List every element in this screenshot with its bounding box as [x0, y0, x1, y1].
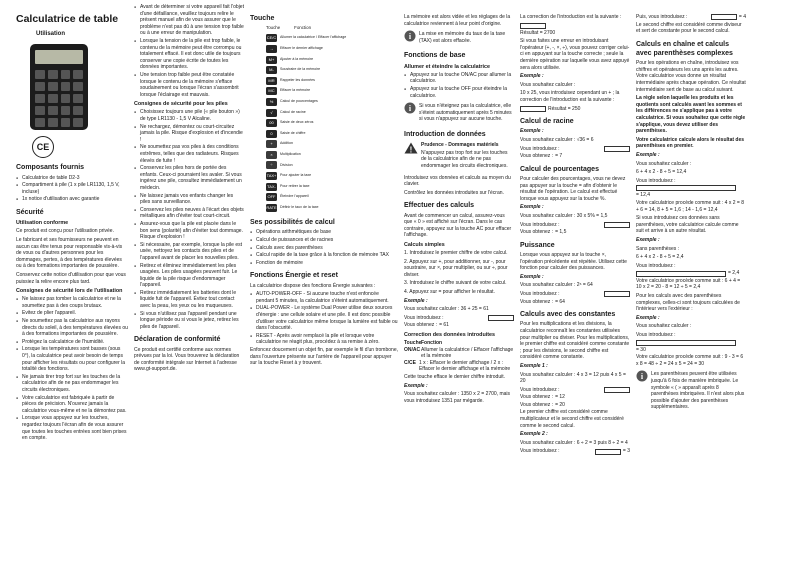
example-result-line [636, 347, 746, 354]
example-text: 10 x 25, vous introduisez cependant un + ; la correction de l'introduction est la suivante : [520, 90, 620, 103]
list-item: ● Lorsque la tension de la pile est trop faible, le contenu de la mémoire peut être corrompu ou totalement effacé. Il est donc utile de toujours conserver une copie écrite de toutes les données importantes. [134, 38, 244, 71]
example-text: 6 + 4 x 2 - 8 ÷ 5 = 2,4 [636, 254, 684, 261]
key-icon: √ [266, 109, 277, 117]
display-box [488, 315, 514, 321]
heading-chaine: Calculs en chaîne et calculs avec parenthèses complexes [636, 40, 733, 58]
result-label: Vous obtenez : [520, 394, 554, 401]
keys-table [266, 33, 398, 213]
heading-composants: Composants fournis [16, 164, 85, 172]
heading-constantes: Calculs avec des constantes [520, 311, 616, 319]
list-item: ● Protégez la calculatrice de l'humidité. [16, 339, 128, 346]
input-label: Puis, vous introduisez : [636, 14, 688, 20]
step: Introduisez vos données et calculs au moyen du clavier. [404, 174, 511, 188]
heading-fonctions-energie: Fonctions Énergie et reset [250, 272, 338, 280]
svg-text:i: i [640, 372, 644, 382]
result-value: = 20 [555, 401, 565, 408]
key-icon: 00 [266, 119, 277, 127]
svg-text:i: i [408, 32, 412, 42]
key-row [266, 160, 398, 171]
key-description: Allumer la calculatrice / Effacer l'affichage [280, 35, 347, 40]
list-item: ● Calculatrice de table D2-3 [16, 175, 128, 182]
info-icon [404, 102, 416, 114]
input-label: Vous introduisez : [520, 221, 560, 228]
example-label: Exemple : [520, 204, 544, 211]
note-block [404, 102, 514, 125]
heading-effectuer: Effectuer des calculs [404, 202, 475, 210]
display-box [636, 340, 736, 346]
column-1 [16, 4, 128, 564]
heading-touche: Touche [250, 15, 275, 22]
result-value: = 64 [555, 298, 565, 305]
key-description: Éteindre l'appareil [280, 194, 309, 199]
ce-mark: CE [32, 136, 54, 158]
paragraph: La mémoire est alors vidée et les réglages de la calculatrice reviennent à leur point d'origine. [404, 14, 511, 27]
paragraph: Avant de commencer un calcul, assurez-vous que « 0 » est affiché sur l'écran. Dans le cas contraire, appuyez sur la touche AC pour effacer l'affichage. [404, 212, 512, 239]
paragraph: Pour les multiplications et les divisions, la calculatrice reconnaît les constantes utilisées pour multiplier ou diviser. Pour les multiplications, le premier chiffre est considéré comme constante ; pour les divisions, le second chiffre est considéré comme constante. [520, 321, 630, 361]
example-input-line [520, 291, 630, 298]
paragraph: Ce produit est certifié conforme aux normes prévues par la loi. Vous trouverez la déclaration de conformité intégrale sur Internet à l'adresse www.gt-support.de. [134, 346, 240, 373]
display-box [604, 146, 630, 152]
example-label: Exemple : [636, 314, 660, 321]
key-icon: ÷ [266, 161, 277, 169]
list-item: ● Lorsque vous appuyez sur les touches, regardez toujours l'écran afin de vous assurer que toutes les touches entrées sont bien prises en compte. [16, 415, 128, 441]
list-item: ● Ne laissez pas tomber la calculatrice et ne la soumettez pas à des coups brutaux. [16, 296, 128, 309]
example-text: Vous souhaitez calculer : [520, 81, 576, 88]
key-row [266, 139, 398, 150]
paragraph: Le second chiffre est considéré comme diviseur et sert de constante pour le second calcul. [636, 21, 742, 35]
example-text: Vous souhaitez calculer : 36 + 25 = 61 [404, 306, 489, 313]
example-result-line [636, 270, 746, 277]
note-block [636, 370, 746, 413]
list-energie [250, 291, 398, 346]
list-item: ● Conservez les piles neuves à l'écart des objets métalliques afin d'éviter tout court-circuit. [134, 207, 244, 220]
input-label: Vous introduisez : [520, 386, 560, 393]
example-label: Exemple 1 : [520, 362, 548, 369]
list-consignes-suite [134, 4, 244, 98]
list-item: ● Choisissez toujours une pile (« pile bouton ») de type LR1130 - 1,5 V Alcaline. [134, 109, 244, 122]
paragraph: Si vous faites une erreur en introduisant l'opérateur (+, -, ×, ÷), vous pouvez corriger celui-ci en appuyant sur la touche correcte ; seule la dernière opération sur laquelle vous avez appuyé sera alors utilisée. [520, 38, 630, 71]
key-icon: 0 [266, 130, 277, 138]
example-input-line [520, 146, 630, 153]
reset-instruction: Enfoncez doucement un objet fin, par exemple le fil d'un trombone, dans l'ouverture présente sur l'arrière de l'appareil pour appuyer sur la touche Reset à y trouvent. [250, 346, 398, 367]
key-row [266, 54, 398, 65]
example-result-line [636, 192, 746, 199]
display-box [636, 271, 726, 277]
heading-securite: Sécurité [16, 209, 44, 217]
key-description: Effacer la mémoire [280, 88, 311, 93]
heading-allumer: Allumer et éteindre la calculatrice [404, 63, 490, 70]
result-value: = 7 [555, 153, 563, 160]
list-item: ● Opérations arithmétiques de base [250, 229, 398, 236]
list-item: ● Une tension trop faible peut être constatée lorsque le contenu de la mémoire s'efface soudainement ou lorsque l'écran s'assombrit lorsque l'éclairage est mauvais. [134, 72, 244, 98]
column-6 [636, 4, 746, 564]
step: 3. Introduisez le chiffre suivant de votre calcul. [404, 280, 507, 287]
key-description: Soustraire de la mémoire [280, 67, 321, 72]
key-description: Pour retirer la taxe [280, 183, 310, 188]
paragraph: La règle selon laquelle les produits et les quotients sont calculés avant les sommes et les différences ne s'applique pas à votre calculatrice. Si vous souhaitez que cette règle s'applique, vous devez utiliser des parenthèses. [636, 95, 746, 135]
result-label: Vous obtenez : [404, 322, 438, 329]
warning-title: Prudence - Dommages matériels [421, 142, 499, 149]
key-row [266, 97, 398, 108]
heading-calculs-simples: Calculs simples [404, 241, 445, 248]
step: 4. Appuyez sur = pour afficher le résultat. [404, 288, 495, 295]
example-label: Exemple : [636, 236, 660, 243]
key-row [266, 86, 398, 97]
example-label: Exemple : [520, 128, 544, 135]
result-value: = 3 [622, 448, 630, 455]
paragraph: Conservez cette notice d'utilisation pour que vous puissiez la relire encore plus tard. [16, 271, 126, 285]
example-text: Vous souhaitez calculer : 2⁶ = 64 [520, 282, 593, 289]
heading-consignes-utilisation: Consignes de sécurité lors de l'utilisation [16, 288, 123, 295]
heading-fonctions-base: Fonctions de base [404, 52, 466, 60]
example-text: Vous souhaitez calculer : [636, 160, 692, 167]
example-text: Vous souhaitez calculer : 1350 x 2 = 2700, mais vous introduisez 1351 par mégarde. [404, 391, 511, 404]
example-text: Vous souhaitez calculer : 4 x 3 = 12 puis 4 x 5 = 20 [520, 371, 626, 385]
result-value: = 1,5 [555, 229, 567, 236]
key-description: Saisie de chiffre [280, 130, 306, 135]
result-text: Résultat = 2700 [520, 29, 556, 36]
example-text: Vous souhaitez calculer : [636, 323, 692, 330]
warning-block [404, 142, 514, 171]
paragraph: Votre calculatrice procède comme suit : 9 - 3 = 6 x 8 = 48 ÷ 2 = 24 x 5 = 24 = 30 [636, 354, 744, 367]
example-label: Exemple : [404, 297, 428, 304]
paragraph: La calculatrice dispose des fonctions Énergie suivantes : [250, 282, 376, 289]
heading-consignes-piles: Consignes de sécurité pour les piles [134, 101, 228, 108]
display-box [595, 449, 621, 455]
key-icon: TAX+ [266, 173, 277, 179]
result-label: Vous obtenez : [520, 229, 554, 236]
input-label: Vous introduisez : [404, 314, 444, 321]
key-description: Définir le taux de la taxe [280, 204, 319, 209]
key-icon: CE/C [266, 35, 277, 41]
result-value: = 30 [636, 346, 646, 353]
display-box [520, 23, 546, 29]
heading-puissance: Puissance [520, 241, 555, 249]
list-item: ● Evitez de plier l'appareil. [16, 310, 128, 317]
page-subtitle: Utilisation [36, 30, 66, 37]
col-touche: Touche [404, 340, 422, 347]
example-input-line [636, 263, 746, 270]
key-description: Calcul de racine [280, 109, 306, 114]
info-icon [404, 30, 416, 42]
paragraph: Lorsque vous appuyez sur la touche ×, l'opération précédente est répétée. Utilisez cette fonction pour calculer des puissances. [520, 251, 627, 272]
example-input-line [520, 23, 630, 29]
key-icon: TAX- [267, 183, 276, 189]
list-item: ● Lorsque les températures sont basses (sous 0°), la calculatrice peut avoir besoin de temps pour afficher les résultats ou pour configurer la totalité des fonctions. [16, 346, 128, 372]
example-text: Vous souhaitez calculer : 6 ÷ 2 = 3 puis 8 ÷ 2 = 4 [520, 439, 628, 446]
example-input-line [404, 315, 514, 322]
key-icon: → [266, 45, 277, 53]
key-icon: MR [266, 77, 277, 85]
heading-correction: Correction des données introduites [404, 331, 496, 338]
warning-text: N'appuyez pas trop fort sur les touches de la calculatrice afin de ne pas endommager les circuits électroniques. [421, 149, 508, 169]
display-box [636, 185, 736, 191]
note-block [404, 30, 514, 46]
step: 2. Appuyez sur +, pour additionner, sur -, pour soustraire, sur ×, pour multiplier, ou sur ÷, pour diviser. [404, 258, 508, 278]
list-item: ● Ne soumettez pas la calculatrice aux rayons directs du soleil, à des températures élevées ou à des formations importantes de poussière. [16, 318, 128, 338]
example-text: 6 + 4 x 2 - 8 ÷ 5 = 12,4 [636, 169, 687, 176]
svg-text:i: i [408, 104, 412, 114]
list-item: ● Appuyez sur la touche OFF pour éteindre la calculatrice. [404, 86, 514, 99]
keys-header-fonction: Fonction [294, 25, 312, 31]
paragraph: Votre calculatrice procède comme suit : 4 x 2 = 8 + 6 = 14, 8 + 5 = 1,6 ; 14 - 1,6 = 12,4 [636, 199, 744, 213]
key-row [266, 33, 398, 44]
example-label: Exemple : [520, 73, 544, 80]
example-result-line [636, 340, 746, 346]
key-description: Multiplication [280, 151, 301, 156]
note-text: La mise en mémoire du taux de la taxe (TAX) est alors effacée. [419, 31, 506, 44]
list-item: ● Retirez immédiatement les batteries dont le liquide fuit de l'appareil. Évitez tout contact avec la peau, les yeux ou les muqueuses. [134, 290, 244, 310]
key-row [266, 44, 398, 55]
example-result-line [520, 299, 630, 306]
paragraph: Pour les calculs avec des parenthèses complexes, celles-ci sont toujours calculées de l'intérieur vers l'extérieur : [636, 293, 740, 313]
list-item: ● Votre calculatrice est fabriquée à partir de pièces de précision. N'ouvrez jamais la calculatrice vous-même et ne la démontez pas. [16, 395, 128, 415]
list-item: ● Ne jamais tirer trop fort sur les touches de la calculatrice afin de ne pas endommager les circuits électroniques. [16, 374, 128, 394]
example-text: Vous souhaitez calculer : 30 x 5% = 1,5 [520, 212, 608, 219]
key-description: Ajouter à la mémoire [280, 56, 314, 61]
note-text: Si vous n'éteignez pas la calculatrice, elle s'éteint automatiquement après 5 minutes si vous n'appuyez sur aucune touche. [419, 103, 512, 123]
heading-declaration: Déclaration de conformité [134, 336, 221, 344]
key-description: Pour ajouter la taxe [280, 173, 312, 178]
heading-pourcentages: Calcul de pourcentages [520, 165, 599, 173]
display-box [604, 387, 630, 393]
paragraph: Pour les opérations en chaîne, introduisez vos chiffres et opérateurs les uns après les autres. Votre calculatrice vous donne un résultat intermédiaire après chaque opération. Ce résultat intermédiaire sert de base au calcul suivant. [636, 60, 746, 93]
step: 1. Introduisez le premier chiffre de votre calcul. [404, 250, 508, 257]
list-item: ● AUTO-POWER-OFF - Si aucune touche n'est enfoncée pendant 5 minutes, la calculatrice s'éteint automatiquement. [250, 291, 398, 304]
list-item: ● Compartiment à pile (1 x pile LR1130, 1,5 V, incluse) [16, 182, 128, 195]
key-row [266, 128, 398, 139]
key-icon: + [266, 140, 277, 148]
paragraph: Le premier chiffre est considéré comme multiplicateur et le second chiffre est considéré comme le second calcul. [520, 409, 624, 429]
list-item: ● Avant de déterminer si votre appareil fait l'objet d'une défaillance, veuillez toujours relire le présent manuel afin de vous assurer que le problème n'est pas dû à une tension trop faible ou à une erreur de manipulation. [134, 4, 244, 37]
result-value: = 12,4 [636, 192, 651, 199]
keys-header-touche: Touche [266, 25, 281, 31]
result-label: Vous obtenez : [520, 153, 554, 160]
page-title: Calculatrice de table [16, 13, 119, 25]
list-item: ● Ne laissez jamais vos enfants changer les piles sans surveillance. [134, 193, 244, 206]
input-label: Vous introduisez : [520, 145, 560, 152]
key-icon: M+ [266, 56, 277, 64]
column-3 [250, 4, 398, 564]
correction-key: ON/AC [404, 346, 421, 353]
paragraph: Contrôlez les données introduites sur l'écran. [404, 189, 504, 196]
list-possibilites [250, 229, 398, 266]
example-result-line [404, 322, 514, 329]
key-row [266, 181, 398, 192]
example-label: Exemple 2 : [520, 431, 548, 438]
key-description: Division [280, 162, 293, 167]
paragraph: La correction de l'introduction est la suivante : [520, 14, 622, 20]
paragraph: Pour calculer des pourcentages, vous ne devez pas appuyer sur la touche = afin d'obtenir le résultat de l'opération. Le calcul est effectué lorsque vous appuyez sur la touche %. [520, 175, 626, 202]
list-composants [16, 175, 128, 203]
result-label: Vous obtenez : [520, 401, 554, 408]
list-consignes [16, 296, 128, 441]
list-item: ● Calculs avec des parenthèses [250, 245, 398, 252]
result-value: = 61 [439, 322, 449, 329]
example-label: Exemple : [520, 273, 544, 280]
list-piles [134, 109, 244, 330]
warning-icon [404, 142, 418, 154]
column-2 [134, 4, 244, 564]
key-description: Saisie de deux zéros [280, 120, 314, 125]
key-row [266, 118, 398, 129]
example-input-line [520, 448, 630, 455]
list-item: ● Calcul de puissances et de racines [250, 237, 398, 244]
key-row [266, 75, 398, 86]
step: Cette touche efface le dernier chiffre introduit. [404, 374, 505, 381]
example-label: Exemple : [636, 151, 660, 158]
key-icon: M- [266, 66, 277, 74]
heading-possibilites: Ses possibilités de calcul [250, 219, 335, 227]
heading-racine: Calcul de racine [520, 118, 574, 126]
list-item: ● Assurez-vous que la pile est placée dans le bon sens (polarité) afin d'éviter tout dommage. Risque d'explosion ! [134, 221, 244, 241]
input-label: Vous introduisez : [520, 448, 560, 455]
result-value: = 4 [738, 14, 746, 20]
list-item: ● Ne soumettez pas vos piles à des conditions extrêmes, telles que des radiateurs. Risques élevés de fuite ! [134, 144, 244, 164]
paragraph: Votre calculatrice procède comme suit : 6 + 4 = 10 x 2 = 20 - 8 = 12 ÷ 5 = 2,4 [636, 277, 741, 291]
example-input-line [520, 106, 630, 113]
svg-text:!: ! [409, 145, 413, 155]
correction-key: C/CE [404, 359, 416, 366]
paragraph: Votre calculatrice calcule alors le résultat des parenthèses en premier. [636, 136, 745, 150]
list-item: ● DUAL-POWER - Le système Dual Power utilise deux sources d'énergie : une cellule solaire et une pile. Il est donc possible d'utiliser votre calculatrice même lorsque la lumière est faible ou dans l'obscurité. [250, 305, 398, 331]
calculator-illustration [30, 44, 88, 130]
list-item: ● Fonction de mémoire [250, 260, 398, 267]
key-description: Rappeler les données [280, 77, 315, 82]
display-box [520, 106, 546, 112]
result-label: Vous obtenez : [520, 298, 554, 305]
key-row [266, 192, 398, 203]
correction-desc: Allumer la calculatrice / Effacer l'affichage et la mémoire [421, 346, 514, 360]
example-result-line [520, 402, 630, 409]
display-box [711, 14, 737, 20]
result-value: = 12 [555, 394, 565, 401]
correction-row [404, 360, 514, 373]
correction-desc: 1 x : Effacer le dernier affichage / 2 x : Effacer le dernier affichage et la mémoire [418, 359, 511, 373]
list-item: ● 1x notice d'utilisation avec garantie [16, 196, 128, 203]
example-text: Vous souhaitez calculer : √36 = 6 [520, 136, 594, 143]
result-value: = 2,4 [728, 270, 740, 277]
example-result-line [520, 229, 630, 236]
example-input-line [636, 185, 746, 191]
input-label: Vous introduisez : [636, 332, 676, 339]
info-icon [636, 370, 648, 382]
key-row [266, 150, 398, 161]
note-text: Les parenthèses peuvent être utilisées jusqu'à 6 fois de manière imbriquée. Le symbole « ( » apparaît après 8 parenthèses imbriquées. Il n'est alors plus possible d'ajouter des parenthèses supplémentaires. [651, 371, 745, 411]
col-fonction: Fonction [421, 340, 443, 347]
input-label: Vous introduisez : [636, 177, 676, 184]
key-icon: RATE [266, 204, 277, 210]
column-5 [520, 4, 630, 564]
key-row [266, 107, 398, 118]
heading-utilisation-conforme: Utilisation conforme [16, 220, 69, 227]
key-row [266, 171, 398, 182]
result-value: Résultat = 250 [548, 105, 581, 112]
correction-header [404, 340, 514, 347]
example-result-line [520, 153, 630, 160]
paragraph: Si vous introduisez ces données sans parenthèses, votre calculatrice calcule comme suit et arrive à un autre résultat. [636, 215, 739, 235]
list-item: ● Retirez et éliminez immédiatement les piles usagées. Les piles usagées peuvent fuir. Le liquide de la pile risque d'endommager l'appareil. [134, 263, 244, 289]
example-result-line [520, 394, 630, 401]
list-item: ● Conservez les piles hors de portée des enfants. Ceux-ci pourraient les avaler. Si vous ingérez une pile, consultez immédiatement un médecin. [134, 165, 244, 191]
key-icon: OFF [267, 194, 276, 200]
correction-row [404, 347, 514, 360]
list-item: ● Ne rechargez, démontez ou court-circuitez jamais la pile. Risque d'explosion et d'incendie ! [134, 124, 244, 144]
list-item: ● Si vous n'utilisez pas l'appareil pendant une longue période ou si vous le jetez, retirez les piles de l'appareil. [134, 311, 244, 331]
input-label: Vous introduisez : [636, 262, 676, 269]
example-input-line [636, 178, 746, 185]
key-description: Effacer le dernier affichage [280, 46, 323, 51]
input-label: Vous introduisez : [520, 290, 560, 297]
example-input-line [520, 222, 630, 229]
key-description: Addition [280, 141, 293, 146]
list-item: ● Appuyez sur la touche ON/AC pour allumer la calculatrice. [404, 72, 514, 85]
list-item: ● RESET - Après avoir remplacé la pile et lorsque votre calculatrice ne réagit plus, procédez à sa remise à zéro. [250, 333, 398, 346]
list-item: ● Si nécessaire, par exemple, lorsque la pile est usée, nettoyez les contacts des piles et de l'appareil avant de placer les nouvelles piles. [134, 242, 244, 262]
example-text: Sans parenthèses : [636, 245, 680, 252]
key-description: Calcul de pourcentages [280, 99, 318, 104]
paragraph: Le fabricant et ses fournisseurs ne peuvent en aucun cas être tenus pour responsable vis-à-vis de vous ou d'autres personnes pour les dommages, pertes, à des températures élevées ou à des formations importantes de poussière. [16, 237, 123, 270]
key-row [266, 203, 398, 214]
key-icon: % [266, 98, 277, 106]
display-box [604, 291, 630, 297]
example-label: Exemple : [404, 382, 428, 389]
key-icon: × [266, 151, 277, 159]
column-4 [404, 4, 514, 564]
display-box [604, 222, 630, 228]
key-row [266, 65, 398, 76]
heading-introduction: Introduction de données [404, 130, 486, 138]
example-input-line [636, 332, 746, 339]
example-input-line [636, 14, 746, 21]
example-input-line [520, 387, 630, 394]
list-allumer [404, 72, 514, 99]
list-item: ● Calcul rapide de la taxe grâce à la fonction de mémoire TAX [250, 252, 398, 259]
paragraph: Ce produit est conçu pour l'utilisation privée. [16, 228, 114, 235]
key-icon: MC [266, 87, 277, 95]
